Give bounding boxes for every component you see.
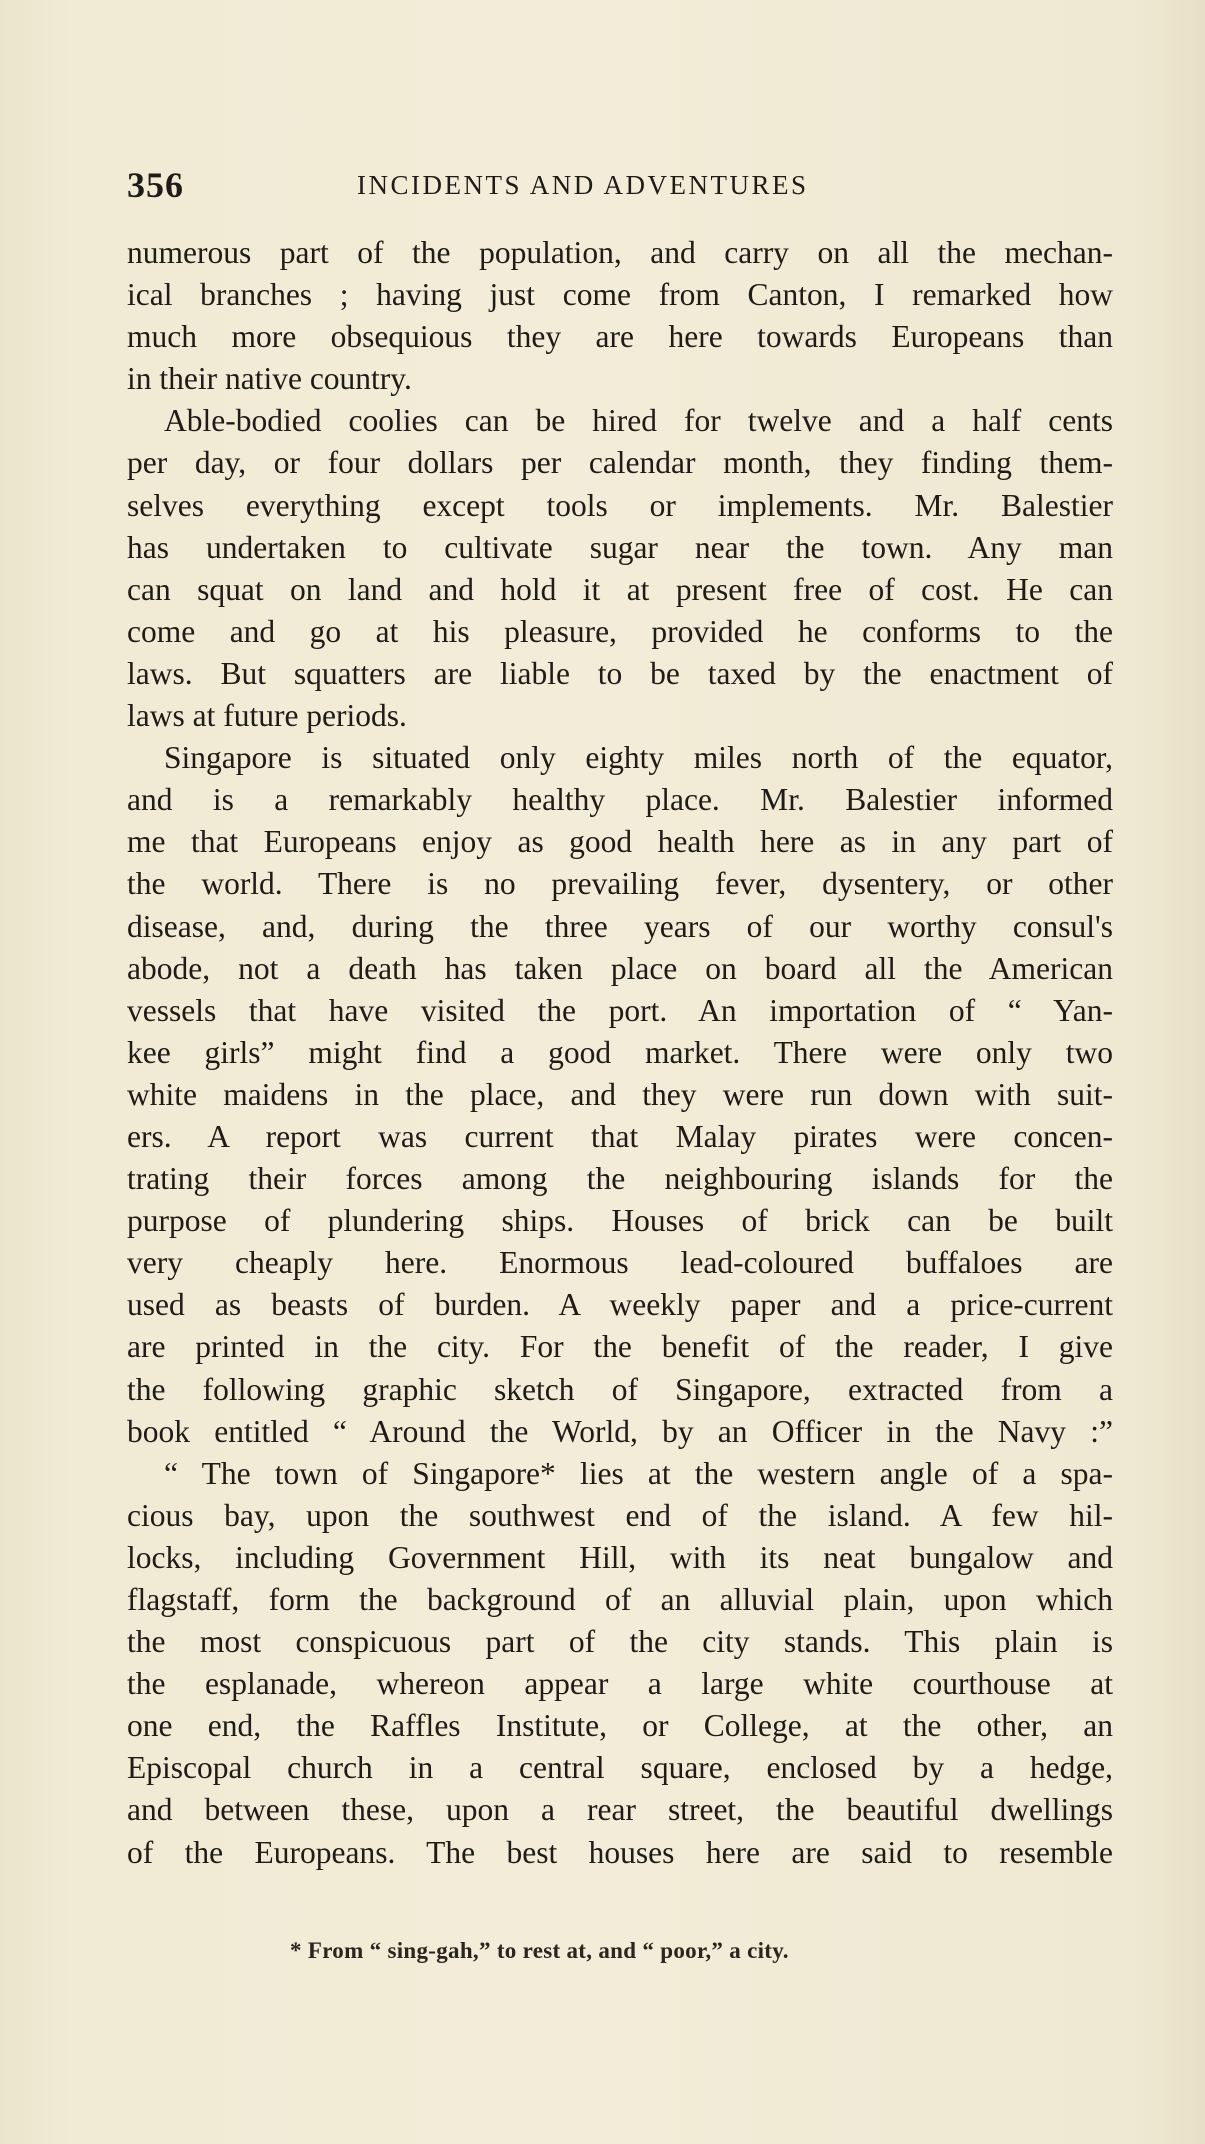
text-line: and is a remarkably healthy place. Mr. Balestier informed [127,782,1113,818]
text-line: trating their forces among the neighbouring islands for the [127,1161,1113,1197]
text-line: the esplanade, whereon appear a large white courthouse at [127,1666,1113,1702]
text-line: of the Europeans. The best houses here are said to resemble [127,1834,1113,1870]
text-line: the world. There is no prevailing fever, dysentery, or other [127,866,1113,902]
text-line: kee girls” might find a good market. There were only two [127,1034,1113,1070]
text-line: ical branches ; having just come from Canton, I remarked how [127,277,1113,313]
text-line: laws. But squatters are liable to be taxed by the enactment of [127,655,1113,691]
text-line: much more obsequious they are here towards Europeans than [127,319,1113,355]
text-line: “ The town of Singapore* lies at the western angle of a spa- [164,1455,1113,1491]
body-text [127,232,1113,1874]
page-number: 356 [127,165,184,205]
text-line: locks, including Government Hill, with its neat bungalow and [127,1539,1113,1575]
running-head: INCIDENTS AND ADVENTURES [357,170,809,200]
text-line: abode, not a death has taken place on board all the American [127,950,1113,986]
text-line: flagstaff, form the background of an alluvial plain, upon which [127,1582,1113,1617]
text-line: used as beasts of burden. A weekly paper and a price-current [127,1287,1113,1323]
text-line: one end, the Raffles Institute, or College, at the other, an [127,1708,1113,1744]
text-line: has undertaken to cultivate sugar near the town. Any man [127,529,1113,565]
text-line: come and go at his pleasure, provided he conforms to the [127,613,1113,649]
text-line: can squat on land and hold it at present free of cost. He can [127,571,1113,607]
text-line: very cheaply here. Enormous lead-coloured buffaloes are [127,1245,1113,1281]
page-header [127,164,1117,208]
text-line: the most conspicuous part of the city stands. This plain is [127,1624,1113,1660]
text-line: vessels that have visited the port. An importation of “ Yan- [127,992,1113,1028]
text-line: disease, and, during the three years of our worthy consul's [127,908,1113,944]
text-line: purpose of plundering ships. Houses of brick can be built [127,1203,1113,1239]
text-line: selves everything except tools or implements. Mr. Balestier [127,487,1113,523]
text-line: the following graphic sketch of Singapore, extracted from a [127,1371,1113,1407]
text-line: Able-bodied coolies can be hired for twelve and a half cents [164,403,1113,439]
text-line: white maidens in the place, and they were run down with suit- [127,1076,1113,1112]
text-line: Singapore is situated only eighty miles north of the equator, [164,740,1113,776]
text-line: Episcopal church in a central square, enclosed by a hedge, [127,1750,1113,1786]
text-line: cious bay, upon the southwest end of the island. A few hil- [127,1497,1113,1533]
text-line: are printed in the city. For the benefit of the reader, I give [127,1329,1113,1365]
text-line: numerous part of the population, and carry on all the mechan- [127,235,1113,270]
text-line: in their native country. [127,361,412,397]
text-line: ers. A report was current that Malay pirates were concen- [127,1118,1113,1154]
text-line: laws at future periods. [127,698,407,734]
text-line: me that Europeans enjoy as good health here as in any part of [127,824,1113,860]
text-line: book entitled “ Around the World, by an Officer in the Navy :” [127,1413,1113,1449]
text-line: per day, or four dollars per calendar month, they finding them- [127,445,1113,481]
text-line: and between these, upon a rear street, the beautiful dwellings [127,1792,1113,1828]
footnote: * From “ sing-gah,” to rest at, and “ poor,” a city. [290,1938,789,1963]
